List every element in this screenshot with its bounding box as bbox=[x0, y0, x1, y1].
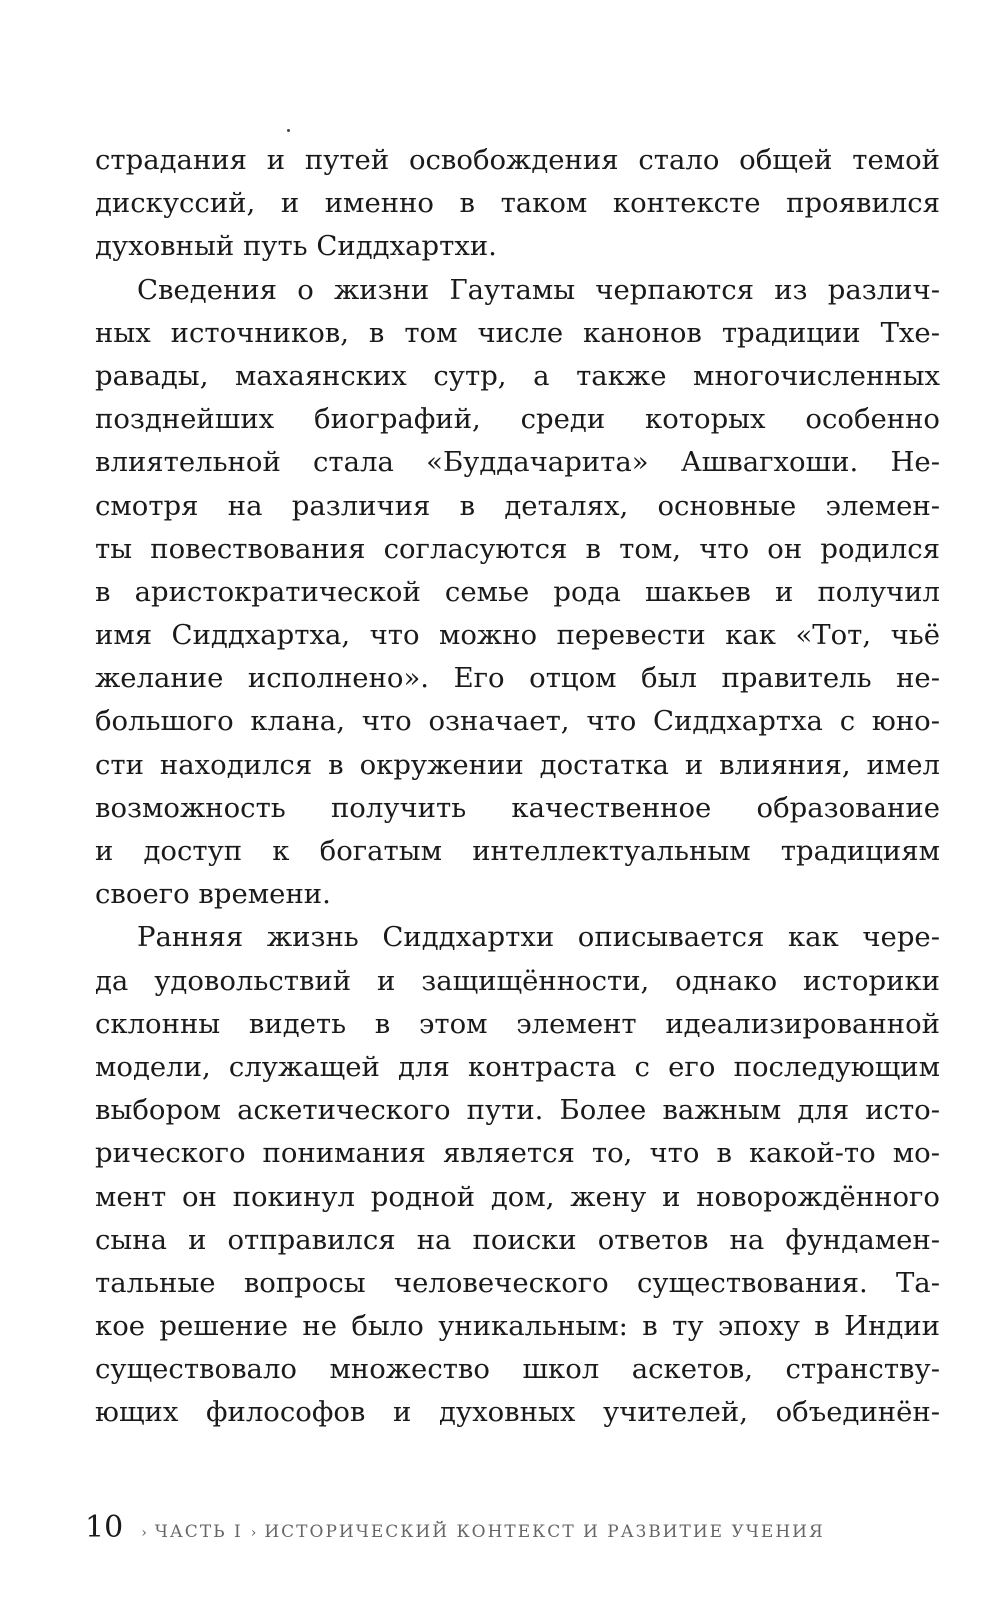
text-line: существовало множество школ аскетов, странству- bbox=[95, 1353, 940, 1386]
text-line: сына и отправился на поиски ответов на фундамен- bbox=[95, 1223, 940, 1256]
text-line: дискуссий, и именно в таком контексте проявился bbox=[95, 187, 940, 220]
text-line: равады, махаянских сутр, а также многочисленных bbox=[95, 359, 940, 392]
text-line: влиятельной стала «Буддачарита» Ашвагхоши. Не- bbox=[95, 446, 940, 479]
text-line: модели, служащей для контраста с его последующим bbox=[95, 1050, 940, 1083]
text-line: выбором аскетического пути. Более важным для исто- bbox=[95, 1094, 940, 1127]
text-line: страдания и путей освобождения стало общей темой bbox=[95, 144, 940, 176]
page-number: 10 bbox=[85, 1510, 124, 1545]
text-line: в аристократической семье рода шакьев и получил bbox=[95, 575, 940, 608]
chapter-title: ИСТОРИЧЕСКИЙ КОНТЕКСТ И РАЗВИТИЕ УЧЕНИЯ bbox=[264, 1522, 825, 1542]
text-line: своего времени. bbox=[95, 878, 331, 911]
text-line: рического понимания является то, что в какой-то мо- bbox=[95, 1137, 940, 1170]
text-line: возможность получить качественное образование bbox=[95, 791, 940, 824]
text-line: кое решение не было уникальным: в ту эпоху в Индии bbox=[95, 1310, 940, 1343]
paragraph-first-line: Сведения о жизни Гаутамы черпаются из различ- bbox=[137, 273, 940, 306]
text-line: ных источников, в том числе канонов традиции Тхе- bbox=[95, 316, 940, 349]
footer-separator: › bbox=[250, 1525, 257, 1541]
text-line: духовный путь Сиддхартхи. bbox=[95, 230, 497, 263]
text-line: склонны видеть в этом элемент идеализированной bbox=[95, 1007, 940, 1040]
text-line: большого клана, что означает, что Сиддхартха с юно- bbox=[95, 705, 940, 738]
print-speck bbox=[287, 129, 290, 132]
part-label: ЧАСТЬ I bbox=[154, 1522, 243, 1542]
text-line: желание исполнено». Его отцом был правитель не- bbox=[95, 662, 940, 695]
footer-separator: › bbox=[141, 1525, 147, 1541]
text-line: ты повествования согласуются в том, что он родился bbox=[95, 532, 940, 565]
text-line: тальные вопросы человеческого существования. Та- bbox=[95, 1266, 940, 1299]
text-line: и доступ к богатым интеллектуальным традициям bbox=[95, 835, 940, 867]
text-line: сти находился в окружении достатка и влияния, имел bbox=[95, 748, 940, 781]
running-footer bbox=[85, 1510, 825, 1550]
text-line: позднейших биографий, среди которых особенно bbox=[95, 403, 940, 436]
body-text bbox=[95, 139, 940, 1435]
text-line: ющих философов и духовных учителей, объединён- bbox=[95, 1396, 940, 1429]
text-line: имя Сиддхартха, что можно перевести как «Тот, чьё bbox=[95, 619, 940, 652]
paragraph-first-line: Ранняя жизнь Сиддхартхи описывается как чере- bbox=[137, 921, 940, 954]
text-line: да удовольствий и защищённости, однако историки bbox=[95, 964, 940, 997]
text-line: мент он покинул родной дом, жену и новорождённого bbox=[95, 1180, 940, 1213]
text-line: смотря на различия в деталях, основные элемен- bbox=[95, 489, 940, 522]
